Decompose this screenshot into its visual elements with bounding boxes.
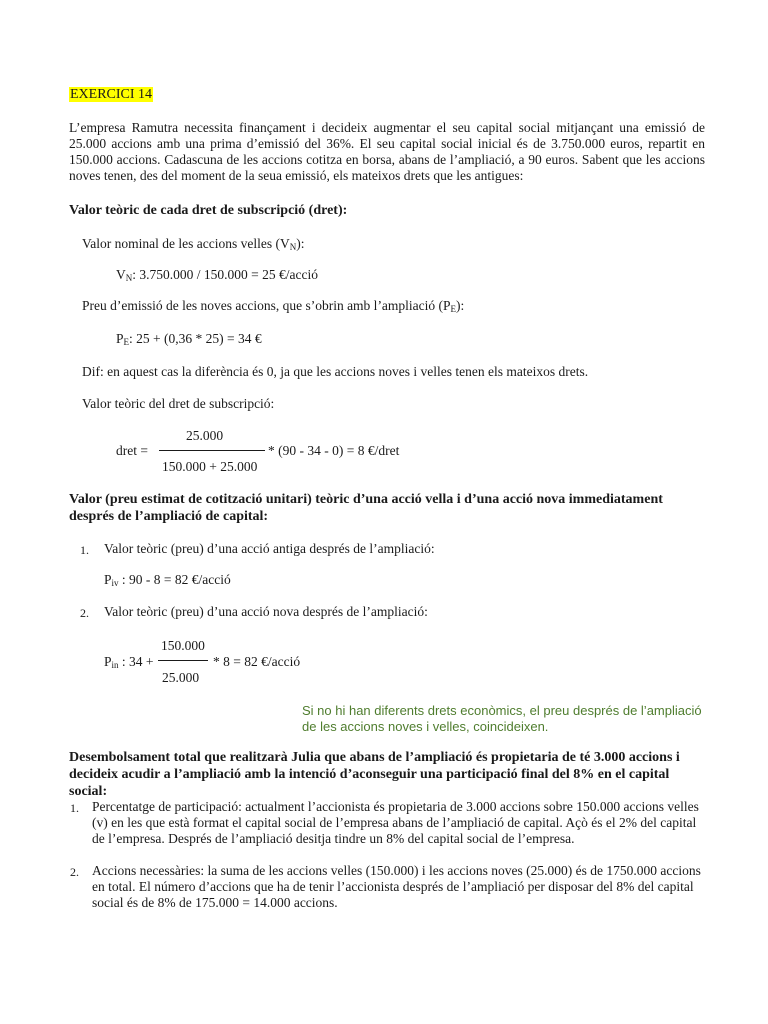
new-share-numerator: 150.000 <box>161 638 205 653</box>
dret-denominator: 150.000 + 25.000 <box>162 459 258 474</box>
section2-heading: Valor (preu estimat de cotització unitari) teòric d’una acció vella i d’una acció nova immediatament després de l’ampliació de capital: <box>69 492 663 524</box>
new-share-rhs: * 8 = 82 €/acció <box>213 654 301 669</box>
section3-heading: Desembolsament total que realitzarà Julia que abans de l’ampliació és propietaria de té 3.000 accions i decideix acudir a l’ampliació amb la intenció d’aconseguir una participació final del 8% en el capital social: <box>69 750 680 799</box>
section2-item2-text: Valor teòric (preu) d’una acció nova després de l’ampliació: <box>104 604 428 619</box>
dret-label: Valor teòric del dret de subscripció: <box>82 396 275 411</box>
highlighted-title: EXERCICI 14 <box>70 87 153 102</box>
green-note: Si no hi han diferents drets econòmics, el preu després de l’ampliació de les accions noves i velles, coincideixen. <box>302 703 702 734</box>
section2-item1-text: Valor teòric (preu) d’una acció antiga després de l’ampliació: <box>104 541 435 556</box>
dret-numerator: 25.000 <box>186 428 224 443</box>
old-share-formula: $P_{iv}$ : 90 - 8 = 82 €/acció <box>104 572 231 588</box>
dif-text: Dif: en aquest cas la diferència és 0, ja que les accions noves i velles tenen els mateixos drets. <box>82 364 589 379</box>
dret-rhs: * (90 - 34 - 0) = 8 €/dret <box>268 443 400 458</box>
section3-item1-text: Percentatge de participació: actualment l’accionista és propietaria de 3.000 accions sobre 150.000 accions velles (v) en les que està format el capital social de l’empresa abans de l’ampliació de capital. Açò és el 2% del capital de l’empresa. Després de l’ampliació desitja tindre un 8% del capital social de l’empresa. <box>92 799 699 846</box>
section2-item1-number: 1. <box>80 543 89 557</box>
section3-item2-number: 2. <box>70 865 79 879</box>
section3-item1-number: 1. <box>70 801 79 815</box>
new-share-lhs: $P_{in}$ : 34 + <box>104 654 154 670</box>
section3-item2-text: Accions necessàries: la suma de les accions velles (150.000) i les accions noves (25.000) és de 1750.000 accions en total. El número d’accions que ha de tenir l’accionista després de l’ampliació per disposar del 8% del capital social és de 8% de 175.000 = 14.000 accions. <box>92 863 701 910</box>
dret-lhs: dret = <box>116 443 148 458</box>
intro-paragraph: L’empresa Ramutra necessita finançament i decideix augmentar el seu capital social mitjançant una emissió de 25.000 accions amb una prima d’emissió del 36%. El seu capital social inicial és de 3.750.000 euros, repartit en 150.000 accions. Cadascuna de les accions cotitza en borsa, abans de l’ampliació, a 90 euros. Sabent que les accions noves tenen, des del moment de la seua emissió, els mateixos drets que les antigues: <box>69 120 705 183</box>
new-share-fraction-bar <box>158 660 208 661</box>
exercise-title <box>69 87 153 103</box>
new-share-denominator: 25.000 <box>162 670 200 685</box>
vn-label: Valor nominal de les accions velles $(V_N)$: <box>82 236 305 252</box>
vn-formula: $V_N$: 3.750.000 / 150.000 = 25 €/acció <box>116 267 318 283</box>
section2-item2-number: 2. <box>80 606 89 620</box>
pe-formula: $P_E$: 25 + (0,36 * 25) = 34 € <box>116 331 262 347</box>
dret-fraction-bar <box>159 450 265 451</box>
section1-heading: Valor teòric de cada dret de subscripció (dret): <box>69 203 348 218</box>
pe-label: Preu d’emissió de les noves accions, que s’obrin amb l’ampliació $(P_E)$: <box>82 298 465 314</box>
